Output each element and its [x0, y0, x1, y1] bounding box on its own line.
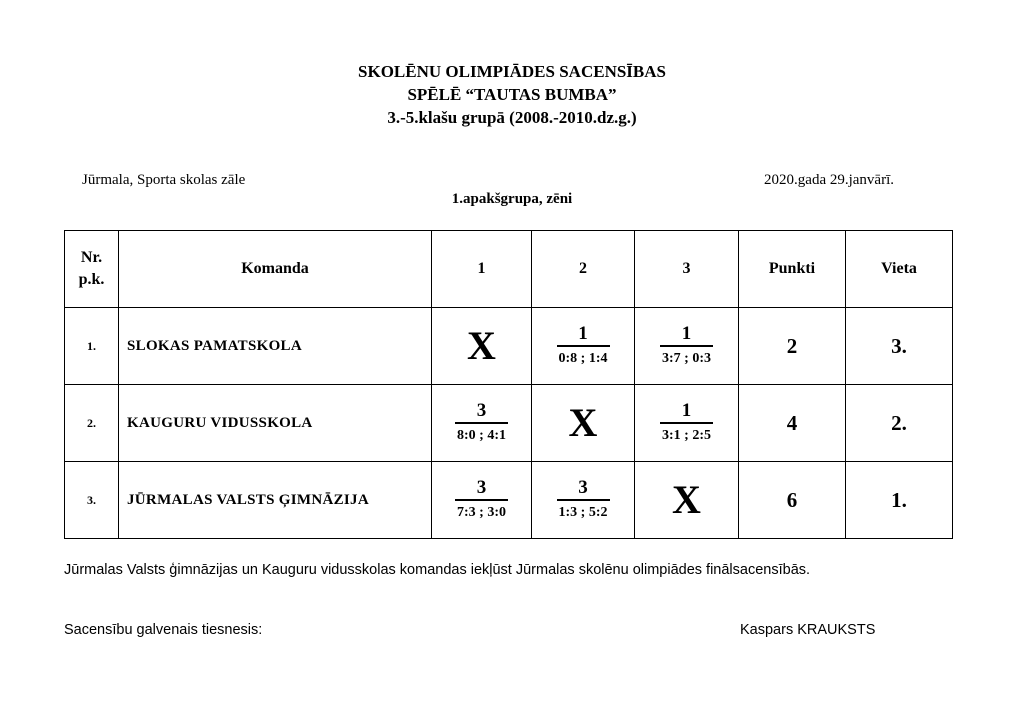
- header-points: Punkti: [739, 231, 846, 308]
- row-number: 2.: [65, 385, 119, 462]
- match-points: 1: [557, 324, 610, 347]
- team-name: JŪRMALAS VALSTS ĢIMNĀZIJA: [119, 462, 432, 539]
- result-cell: [635, 462, 739, 539]
- table-row: [65, 308, 953, 385]
- match-score: 0:8 ; 1:4: [558, 350, 608, 366]
- doc-title-line1: SKOLĒNU OLIMPIĀDES SACENSĪBAS: [358, 62, 666, 81]
- result-cell: [532, 385, 635, 462]
- total-points: 6: [739, 462, 846, 539]
- result-cell: [635, 385, 739, 462]
- result-cell: [532, 462, 635, 539]
- self-match-mark: X: [672, 477, 701, 522]
- doc-title-line3: 3.-5.klašu grupā (2008.-2010.dz.g.): [387, 108, 637, 127]
- table-row: [65, 385, 953, 462]
- team-name: KAUGURU VIDUSSKOLA: [119, 385, 432, 462]
- table-header-row: [65, 231, 953, 308]
- match-points: 3: [557, 478, 610, 501]
- match-score: 8:0 ; 4:1: [457, 427, 506, 443]
- self-match-mark: X: [467, 323, 496, 368]
- total-points: 4: [739, 385, 846, 462]
- qualification-note: Jūrmalas Valsts ģimnāzijas un Kauguru vidusskolas komandas iekļūst Jūrmalas skolēnu olimpiādes finālsacensībās.: [64, 562, 811, 578]
- result-cell: [432, 462, 532, 539]
- result-cell: [635, 308, 739, 385]
- judge-label: Sacensību galvenais tiesnesis:: [64, 622, 263, 638]
- header-nr: Nr. p.k.: [65, 231, 119, 308]
- doc-title-line2: SPĒLĒ “TAUTAS BUMBA”: [407, 85, 617, 104]
- final-place: 1.: [846, 462, 953, 539]
- result-cell: [532, 308, 635, 385]
- self-match-mark: X: [568, 400, 598, 445]
- total-points: 2: [739, 308, 846, 385]
- match-points: 3: [455, 401, 508, 424]
- results-table: [64, 230, 953, 539]
- venue-text: Jūrmala, Sporta skolas zāle: [82, 172, 246, 188]
- header-place: Vieta: [846, 231, 953, 308]
- row-number: 1.: [65, 308, 119, 385]
- match-score: 3:7 ; 0:3: [662, 350, 711, 366]
- match-score: 7:3 ; 3:0: [457, 504, 506, 520]
- judge-name: Kaspars KRAUKSTS: [740, 622, 876, 638]
- match-score: 3:1 ; 2:5: [662, 427, 711, 443]
- table-row: [65, 462, 953, 539]
- match-points: 1: [660, 324, 713, 347]
- header-team: Komanda: [119, 231, 432, 308]
- header-col-1: 1: [432, 231, 532, 308]
- date-text: 2020.gada 29.janvārī.: [764, 172, 894, 188]
- row-number: 3.: [65, 462, 119, 539]
- result-cell: [432, 308, 532, 385]
- header-col-3: 3: [635, 231, 739, 308]
- match-points: 3: [455, 478, 508, 501]
- match-score: 1:3 ; 5:2: [558, 504, 608, 520]
- match-points: 1: [660, 401, 713, 424]
- final-place: 3.: [846, 308, 953, 385]
- result-cell: [432, 385, 532, 462]
- header-col-2: 2: [532, 231, 635, 308]
- team-name: SLOKAS PAMATSKOLA: [119, 308, 432, 385]
- final-place: 2.: [846, 385, 953, 462]
- subgroup-heading: 1.apakšgrupa, zēni: [451, 191, 573, 207]
